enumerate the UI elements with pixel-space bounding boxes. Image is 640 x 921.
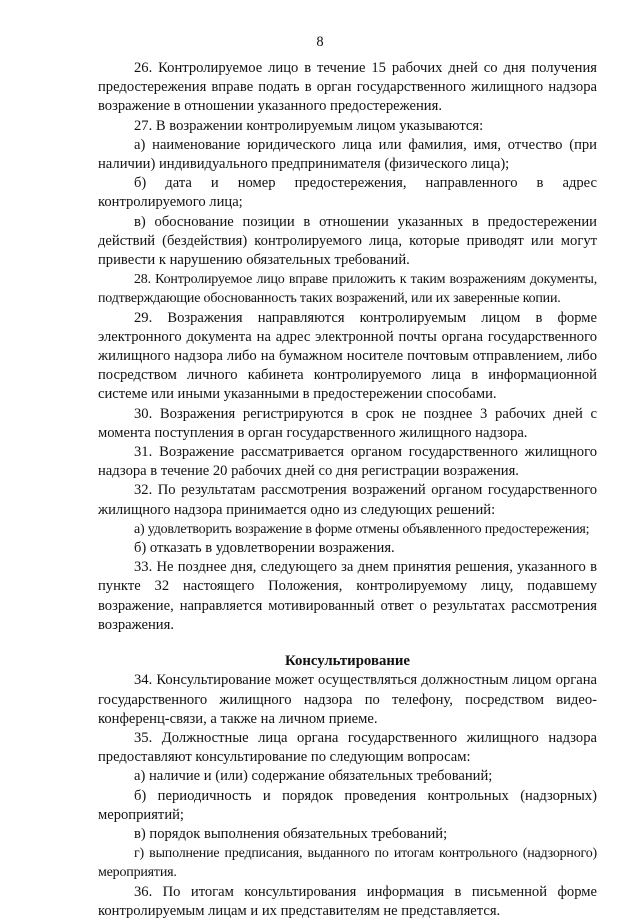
paragraph-27-v: в) обоснование позиции в отношении указанных в предостережении действий (бездействия) контролируемого лица, которые приводят или могут привести к нарушению обязательных требований.: [98, 213, 597, 269]
paragraph-35-v: в) порядок выполнения обязательных требований;: [134, 825, 448, 842]
section-heading: Консультирование: [285, 653, 410, 670]
paragraph-35-b: б) периодичность и порядок проведения контрольных (надзорных) мероприятий;: [98, 787, 597, 823]
document-body: [98, 59, 597, 921]
paragraph-27-b: б) дата и номер предостережения, направленного в адрес контролируемого лица;: [98, 175, 597, 211]
paragraph-26: 26. Контролируемое лицо в течение 15 рабочих дней со дня получения предостережения вправе подать в орган государственного жилищного надзора возражение в отношении указанного предостережения.: [98, 60, 597, 115]
paragraph-35: 35. Должностные лица органа государственного жилищного надзора предоставляют консультирование по следующим вопросам:: [98, 729, 597, 766]
paragraph-35-a: а) наличие и (или) содержание обязательных требований;: [134, 768, 493, 785]
paragraph-32: 32. По результатам рассмотрения возражений органом государственного жилищного надзора принимается одно из следующих решений:: [98, 482, 597, 518]
paragraph-33: 33. Не позднее дня, следующего за днем принятия решения, указанного в пункте 32 настоящего Положения, контролируемому лицу, подавшему возражение, направляется мотивированный ответ о результатах рассмотрения возражения.: [98, 559, 597, 633]
paragraph-35-g: г) выполнение предписания, выданного по итогам контрольного (надзорного) мероприятия.: [98, 846, 597, 881]
paragraph-34: 34. Консультирование может осуществляться должностным лицом органа государственного жилищного надзора по телефону, посредством видео-конференц-связи, а также на личном приеме.: [98, 672, 597, 727]
paragraph-31: 31. Возражение рассматривается органом государственного жилищного надзора в течение 20 рабочих дней со дня регистрации возражения.: [98, 444, 597, 480]
paragraph-32-b: б) отказать в удовлетворении возражения.: [134, 540, 395, 557]
paragraph-27: 27. В возражении контролируемым лицом указываются:: [134, 117, 484, 134]
paragraph-27-a: а) наименование юридического лица или фамилия, имя, отчество (при наличии) индивидуального предпринимателя (физического лица);: [98, 136, 597, 173]
paragraph-36: 36. По итогам консультирования информация в письменной форме контролируемым лицам и их представителям не представляется.: [98, 883, 597, 919]
paragraph-32-a: а) удовлетворить возражение в форме отмены объявленного предостережения;: [134, 521, 590, 537]
page-number: 8: [316, 34, 324, 50]
paragraph-30: 30. Возражения регистрируются в срок не позднее 3 рабочих дней с момента поступления в орган государственного жилищного надзора.: [98, 405, 597, 441]
paragraph-28: 28. Контролируемое лицо вправе приложить к таким возражениям документы, подтверждающие обоснованность таких возражений, или их заверенные копии.: [98, 272, 597, 307]
paragraph-29: 29. Возражения направляются контролируемым лицом в форме электронного документа на адрес электронной почты органа государственного жилищного надзора либо на бумажном носителе почтовым отправлением, либо посредством личного кабинета контролируемого лица в информационной системе или иными указанными в предостережении способами.: [98, 309, 597, 403]
